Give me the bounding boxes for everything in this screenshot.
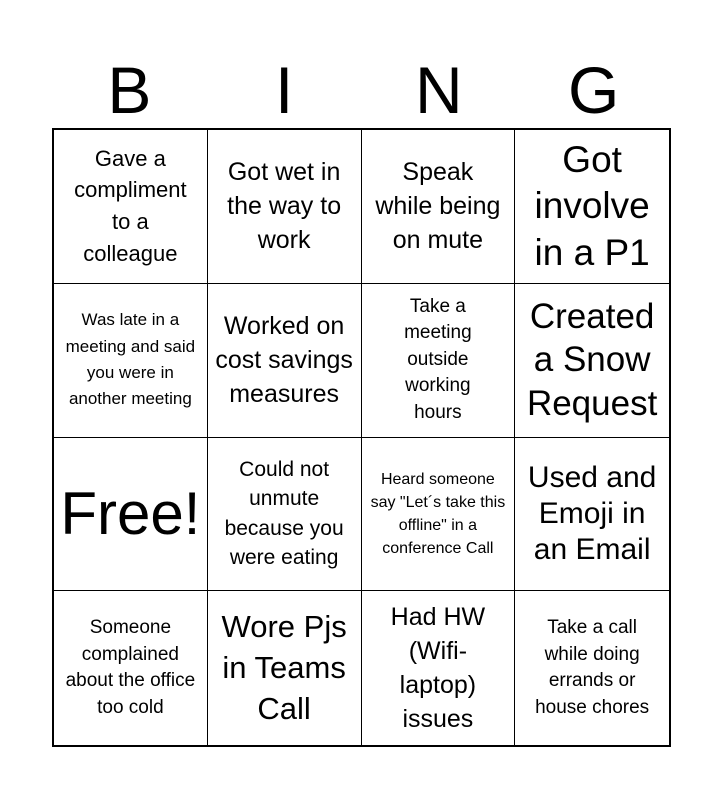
- bingo-cell-text: Free!: [60, 479, 201, 547]
- bingo-cell[interactable]: [362, 130, 516, 284]
- bingo-cell[interactable]: [54, 130, 208, 284]
- bingo-cell-text: Someone complained about the office too cold: [65, 616, 196, 718]
- bingo-cell[interactable]: [362, 284, 516, 438]
- bingo-cell-text: Created a Snow Request: [526, 296, 658, 423]
- bingo-cell-text: Worked on cost savings measures: [215, 312, 353, 409]
- header-letter-b: B: [107, 53, 152, 127]
- bingo-cell-text: Take a call while doing errands or house chores: [535, 616, 650, 718]
- bingo-cell-text: Wore Pjs in Teams Call: [221, 608, 347, 726]
- bingo-cell[interactable]: [362, 591, 516, 745]
- bingo-cell-text: Got wet in the way to work: [227, 158, 342, 255]
- header-letter-g: G: [567, 53, 620, 127]
- bingo-cell[interactable]: [54, 284, 208, 438]
- bingo-cell-text: Got involve in a P1: [534, 139, 650, 273]
- bingo-cell[interactable]: [208, 130, 362, 284]
- bingo-cell-text: Take a meeting outside working hours: [404, 295, 472, 424]
- bingo-cell[interactable]: [54, 591, 208, 745]
- bingo-cell[interactable]: [515, 130, 669, 284]
- bingo-cell[interactable]: [362, 438, 516, 592]
- bingo-cell-text: Gave a compliment to a colleague: [74, 145, 187, 267]
- bingo-board: [52, 128, 671, 747]
- bingo-cell[interactable]: [208, 438, 362, 592]
- bingo-cell-text: Heard someone say "Let´s take this offline" in a conference Call: [370, 470, 506, 558]
- bingo-cell[interactable]: [208, 284, 362, 438]
- bingo-cell-text: Speak while being on mute: [375, 158, 501, 255]
- bingo-header: [52, 52, 671, 128]
- bingo-cell[interactable]: [515, 591, 669, 745]
- bingo-cell[interactable]: [515, 284, 669, 438]
- bingo-cell[interactable]: [208, 591, 362, 745]
- bingo-cell-text: Was late in a meeting and said you were in another meeting: [65, 310, 196, 409]
- bingo-cell-text: Had HW (Wifi-laptop) issues: [390, 603, 486, 734]
- header-letter-n: N: [415, 53, 463, 127]
- header-letter-i: I: [274, 53, 294, 127]
- bingo-cell-text: Used and Emoji in an Email: [527, 460, 657, 566]
- bingo-cell[interactable]: [54, 438, 208, 592]
- bingo-cell-text: Could not unmute because you were eating: [224, 458, 344, 570]
- bingo-cell[interactable]: [515, 438, 669, 592]
